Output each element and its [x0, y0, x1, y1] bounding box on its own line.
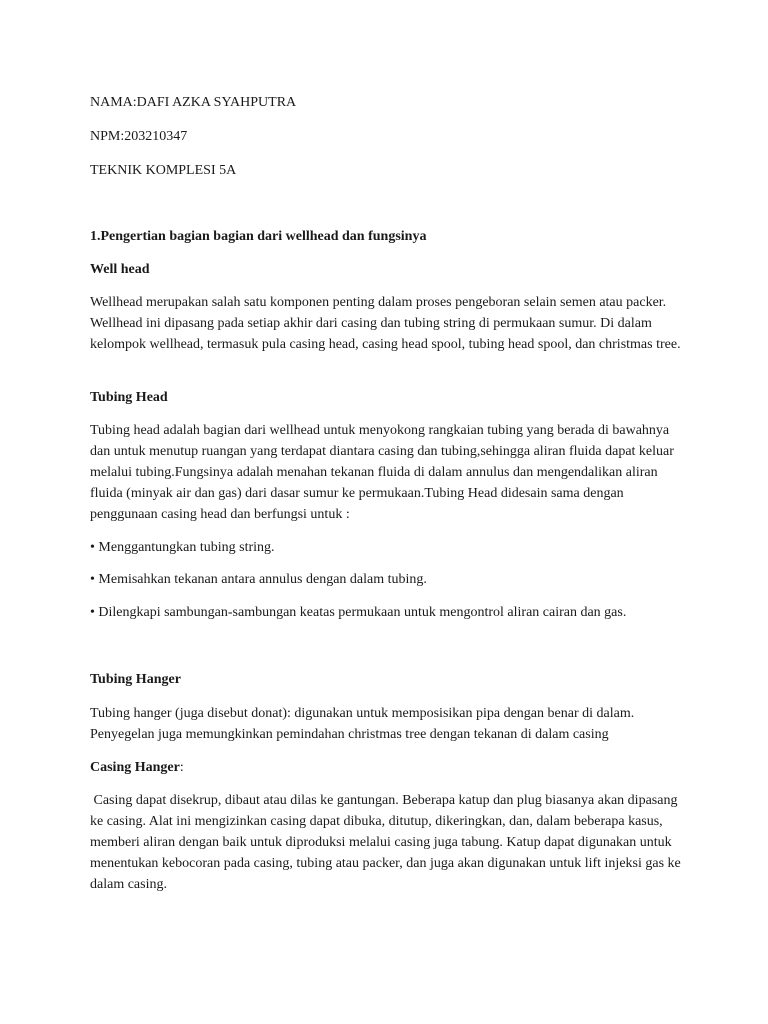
wellhead-heading: Well head [90, 262, 150, 277]
casing-hanger-heading-line [90, 757, 690, 778]
tubing-head-bullet-1: • Menggantungkan tubing string. [90, 540, 275, 555]
tubing-hanger-paragraph: Tubing hanger (juga disebut donat): digunakan untuk memposisikan pipa dengan benar di dalam. Penyegelan juga memungkinkan pemindahan christmas tree dengan tekanan di dalam casing [90, 706, 635, 742]
tubing-hanger-heading: Tubing Hanger [90, 672, 181, 687]
question-title: 1.Pengertian bagian bagian dari wellhead dan fungsinya [90, 229, 427, 244]
student-name: NAMA:DAFI AZKA SYAHPUTRA [90, 95, 297, 110]
tubing-head-paragraph: Tubing head adalah bagian dari wellhead untuk menyokong rangkaian tubing yang berada di bawahnya dan untuk menutup ruangan yang terdapat diantara casing dan tubing,sehingga aliran fluida dapat keluar melalui tubing.Fungsinya adalah menahan tekanan fluida di dalam annulus dan mengendalikan aliran fluida (minyak air dan gas) dari dasar sumur ke permukaan.Tubing Head didesain sama dengan penggunaan casing head dan berfungsi untuk : [90, 423, 674, 522]
tubing-head-bullet-3: • Dilengkapi sambungan-sambungan keatas permukaan untuk mengontrol aliran cairan dan gas. [90, 605, 627, 620]
casing-hanger-heading-colon: : [179, 760, 184, 775]
student-npm: NPM:203210347 [90, 129, 188, 144]
student-class: TEKNIK KOMPLESI 5A [90, 163, 237, 178]
tubing-head-bullet-2: • Memisahkan tekanan antara annulus dengan dalam tubing. [90, 572, 427, 587]
casing-hanger-paragraph: Casing dapat disekrup, dibaut atau dilas ke gantungan. Beberapa katup dan plug biasanya akan dipasang ke casing. Alat ini mengizinkan casing dapat dibuka, ditutup, dikeringkan, dan, dalam beberapa kasus, memberi aliran dengan baik untuk diproduksi melalui casing juga tabung. Katup dapat digunakan untuk menentukan kebocoran pada casing, tubing atau packer, dan juga akan digunakan untuk lift injeksi gas ke dalam casing. [90, 793, 685, 892]
tubing-head-heading: Tubing Head [90, 390, 168, 405]
wellhead-paragraph: Wellhead merupakan salah satu komponen penting dalam proses pengeboran selain semen atau packer. Wellhead ini dipasang pada setiap akhir dari casing dan tubing string di permukaan sumur. Di dalam kelompok wellhead, termasuk pula casing head, casing head spool, tubing head spool, dan christmas tree. [90, 295, 681, 352]
casing-hanger-heading: Casing Hanger [90, 760, 180, 775]
